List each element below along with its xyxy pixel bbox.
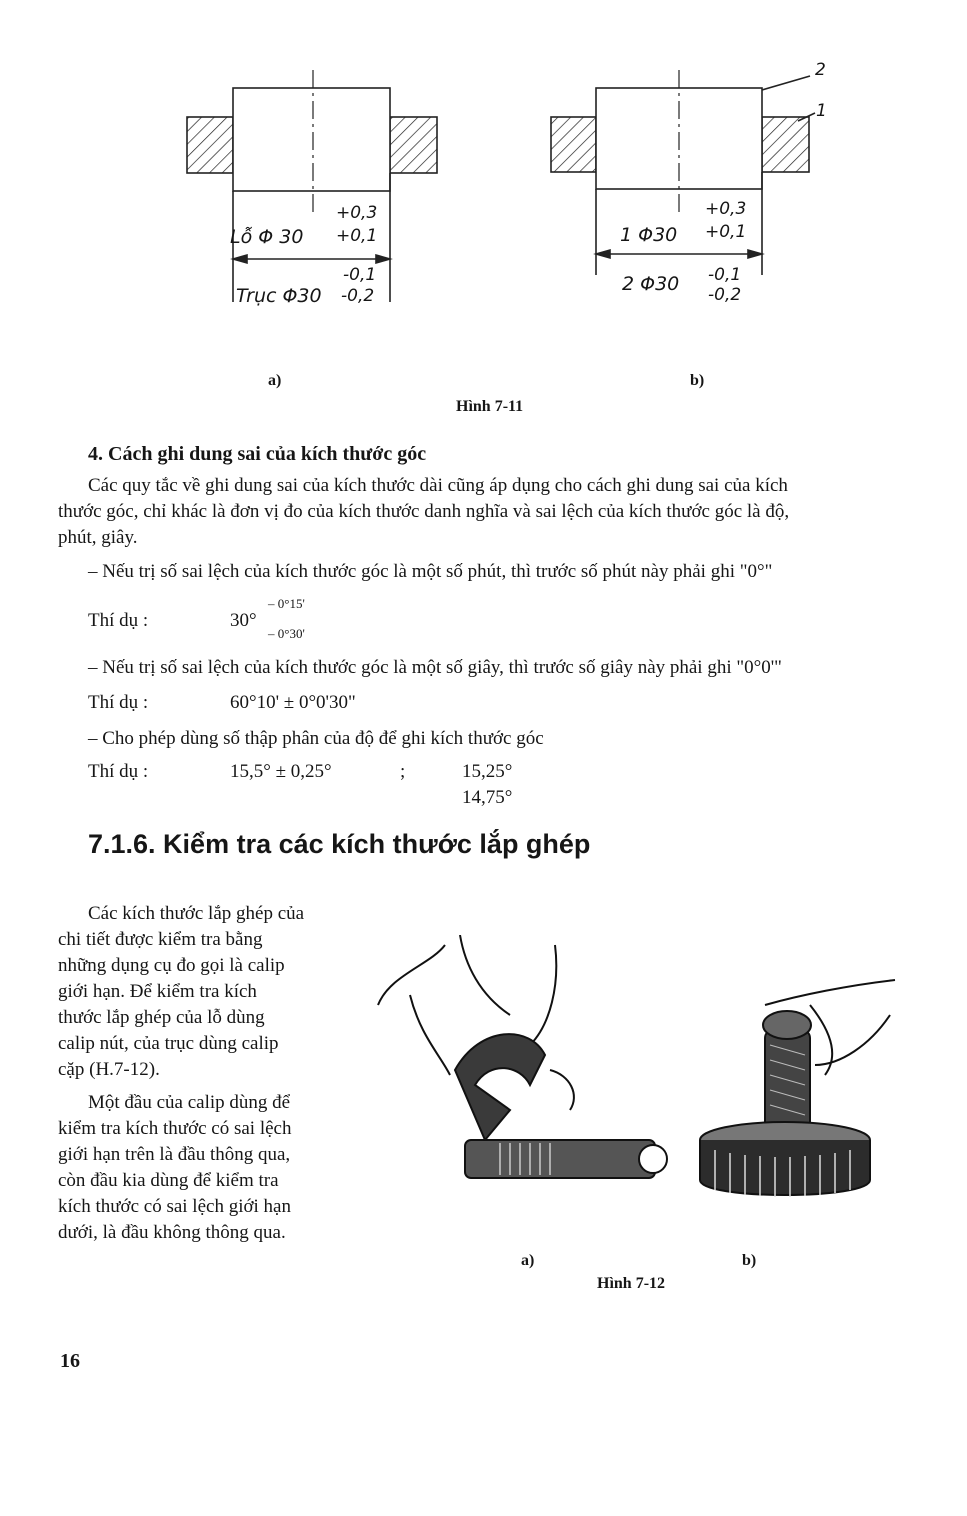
hole-lower-dev-a: +0,1 bbox=[336, 226, 378, 246]
leader-2 bbox=[762, 76, 810, 90]
rule-decimal: – Cho phép dùng số thập phân của độ để ghi kích thước góc bbox=[88, 728, 544, 749]
snap-gauge-illustration bbox=[378, 935, 667, 1178]
section-4-intro-line3: phút, giây. bbox=[58, 527, 138, 548]
example-3-value: 15,5° ± 0,25° bbox=[230, 761, 332, 782]
hole-hatch-left-b bbox=[551, 117, 596, 172]
figure-7-12-sub-b: b) bbox=[742, 1252, 757, 1269]
callout-2: 2 bbox=[815, 60, 826, 80]
hole-label-a: Lỗ Φ 30 bbox=[230, 226, 304, 248]
hole-hatch-right-b bbox=[762, 117, 809, 172]
rule-minutes: – Nếu trị số sai lệch của kích thước góc là một số phút, thì trước số phút này phải ghi "0°" bbox=[88, 561, 773, 582]
example-2-label: Thí dụ : bbox=[88, 692, 149, 713]
figure-7-11-caption: Hình 7-11 bbox=[456, 398, 524, 415]
figure-7-12-drawing bbox=[370, 935, 910, 1235]
example-1-upper: – 0°15' bbox=[268, 596, 305, 611]
hole-upper-dev-b: +0,3 bbox=[705, 199, 747, 219]
gear-body bbox=[700, 1140, 870, 1195]
hole-label-b: 1 Φ30 bbox=[620, 224, 678, 246]
shaft-upper-dev-b: -0,1 bbox=[708, 265, 742, 285]
shaft-part bbox=[465, 1140, 655, 1178]
rule-seconds: – Nếu trị số sai lệch của kích thước góc là một số giây, thì trước số giây này phải ghi "0°0'" bbox=[88, 657, 782, 678]
example-3-max: 15,25° bbox=[462, 761, 513, 782]
example-1-label: Thí dụ : bbox=[88, 610, 149, 631]
example-3-label: Thí dụ : bbox=[88, 761, 149, 782]
shaft-upper-dev-a: -0,1 bbox=[343, 265, 377, 285]
p1-line: thước lắp ghép của lỗ dùng bbox=[58, 1007, 265, 1028]
section-716-paragraph-2 bbox=[58, 1090, 352, 1246]
p2-line: kích thước có sai lệch giới hạn bbox=[58, 1196, 291, 1217]
p2-line: dưới, là đầu không thông qua. bbox=[58, 1222, 286, 1243]
section-4-intro-line1: Các quy tắc về ghi dung sai của kích thước dài cũng áp dụng cho cách ghi dung sai của kích bbox=[88, 475, 788, 496]
hole-lower-dev-b: +0,1 bbox=[705, 222, 747, 242]
p2-line: giới hạn trên là đầu thông qua, bbox=[58, 1144, 291, 1165]
example-3-separator: ; bbox=[400, 761, 406, 782]
shaft-lower-dev-a: -0,2 bbox=[341, 286, 375, 306]
example-2-value: 60°10' ± 0°0'30" bbox=[230, 692, 356, 713]
hole-hatch-right bbox=[390, 117, 437, 173]
section-4-heading: 4. Cách ghi dung sai của kích thước góc bbox=[88, 443, 427, 465]
example-3-min: 14,75° bbox=[462, 787, 513, 808]
fit-drawing-a bbox=[187, 70, 437, 302]
callout-1: 1 bbox=[816, 101, 827, 121]
figure-7-11-sub-a: a) bbox=[268, 372, 282, 389]
hole-upper-dev-a: +0,3 bbox=[336, 203, 378, 223]
p1-line: cặp (H.7-12). bbox=[58, 1059, 160, 1080]
section-716-heading: 7.1.6. Kiểm tra các kích thước lắp ghép bbox=[88, 829, 591, 859]
page-number: 16 bbox=[60, 1350, 80, 1372]
section-716-paragraph-1 bbox=[58, 901, 352, 1083]
shaft-body bbox=[233, 88, 390, 191]
shaft-label-b: 2 Φ30 bbox=[622, 273, 680, 295]
p1-line: calip nút, của trục dùng calip bbox=[58, 1033, 279, 1054]
figure-7-11-sub-b: b) bbox=[690, 372, 705, 389]
p1-line: chi tiết được kiểm tra bằng bbox=[58, 929, 263, 950]
section-4-intro-line2: thước góc, chỉ khác là đơn vị đo của kích thước danh nghĩa và sai lệch của kích thước góc là độ, bbox=[58, 501, 790, 522]
p2-line: kiểm tra kích thước có sai lệch bbox=[58, 1118, 292, 1139]
figure-7-12-sub-a: a) bbox=[521, 1252, 535, 1269]
p2-line: Một đầu của calip dùng để bbox=[88, 1092, 291, 1113]
figure-7-12-caption: Hình 7-12 bbox=[597, 1275, 666, 1292]
plug-gauge-illustration bbox=[700, 980, 895, 1197]
p2-line: còn đầu kia dùng để kiểm tra bbox=[58, 1170, 279, 1191]
p1-line: Các kích thước lắp ghép của bbox=[88, 903, 305, 924]
hole-hatch-left bbox=[187, 117, 233, 173]
fit-drawing-b bbox=[551, 70, 815, 275]
p1-line: những dụng cụ đo gọi là calip bbox=[58, 955, 285, 976]
p1-line: giới hạn. Để kiểm tra kích bbox=[58, 981, 257, 1002]
example-1-lower: – 0°30' bbox=[268, 626, 305, 641]
shaft-label-a: Trục Φ30 bbox=[236, 285, 322, 307]
shaft-lower-dev-b: -0,2 bbox=[708, 285, 742, 305]
gauge-body bbox=[455, 1034, 545, 1140]
example-1-value: 30° bbox=[230, 610, 257, 631]
